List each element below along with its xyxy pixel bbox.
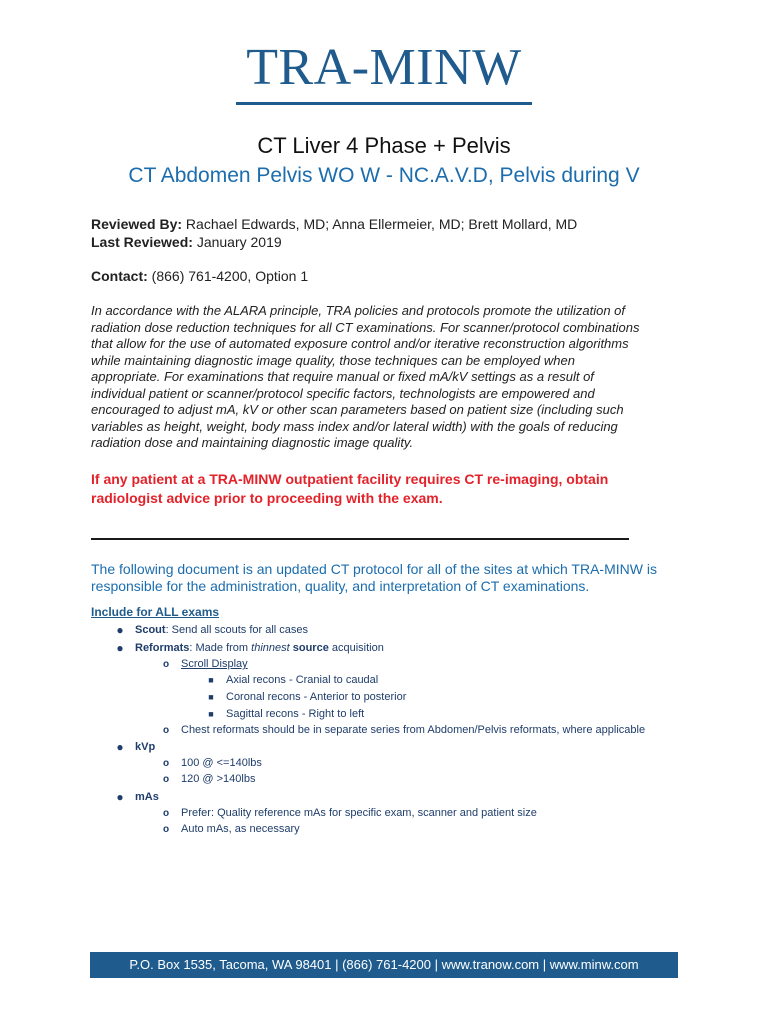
reformats-source: source <box>292 642 329 654</box>
reviewed-by-line <box>91 216 577 233</box>
document-title: CT Liver 4 Phase + Pelvis <box>257 133 511 158</box>
bullet-icon: ● <box>116 641 124 655</box>
last-reviewed-value: January 2019 <box>192 234 282 250</box>
list-item-scroll-display <box>162 658 248 671</box>
kvp-label: kVp <box>135 741 156 753</box>
circle-bullet-icon: o <box>162 725 170 736</box>
list-item-kvp-1 <box>162 757 262 770</box>
paragraph-line: while maintaining diagnostic image quality, those techniques can be employed when <box>91 352 575 368</box>
last-reviewed-label: Last Reviewed: <box>91 234 193 250</box>
footer-contact-bar: P.O. Box 1535, Tacoma, WA 98401 | (866) 761-4200 | www.tranow.com | www.minw.com <box>90 952 678 978</box>
paragraph-line: radiation dose and maintaining diagnostic image quality. <box>91 435 414 450</box>
square-bullet-icon: ■ <box>208 709 214 719</box>
list-item-scout <box>116 623 309 637</box>
circle-bullet-icon: o <box>162 659 170 670</box>
reformats-thinnest: thinnest <box>251 642 290 654</box>
paragraph-line: individual patient or scanner/protocol specific factors, technologists are empowered and <box>91 385 595 401</box>
kvp-2-text: 120 @ >140lbs <box>181 773 256 785</box>
bullet-icon: ● <box>116 623 124 637</box>
reviewed-by-label: Reviewed By: <box>91 216 183 232</box>
paragraph-line: variables as height, weight, body mass index and/or lateral width) with the goals of reducing <box>91 418 618 434</box>
bullet-icon: ● <box>116 740 124 754</box>
reviewed-by-value: Rachael Edwards, MD; Anna Ellermeier, MD; Brett Mollard, MD <box>182 216 578 232</box>
paragraph-line: that allow for the use of automated exposure control and/or iterative reconstruction algorithms <box>91 336 629 351</box>
reformats-label: Reformats <box>135 642 190 654</box>
paragraph-line: appropriate. For examinations that require manual or fixed mA/kV settings as a result of <box>91 369 594 384</box>
list-item-mas <box>116 790 159 804</box>
square-bullet-icon: ■ <box>208 692 214 702</box>
circle-bullet-icon: o <box>162 824 170 835</box>
circle-bullet-icon: o <box>162 758 170 769</box>
square-bullet-icon: ■ <box>208 675 214 685</box>
paragraph-line: encouraged to adjust mA, kV or other scan parameters based on patient size (including such <box>91 402 624 417</box>
tra-minw-logo: TRA-MINW <box>246 39 522 96</box>
logo-underline <box>236 102 532 105</box>
paragraph-line: radiation dose reduction techniques for all CT examinations. For scanner/protocol combinations <box>91 319 640 335</box>
contact-label: Contact: <box>91 268 148 284</box>
reformats-acquisition: acquisition <box>328 642 384 654</box>
list-item-mas-2 <box>162 823 300 836</box>
circle-bullet-icon: o <box>162 774 170 785</box>
statement-line: The following document is an updated CT protocol for all of the sites at which TRA-MINW is <box>91 561 657 577</box>
list-item-kvp <box>116 740 156 754</box>
paragraph-line: In accordance with the ALARA principle, TRA policies and protocols promote the utilization of <box>91 303 625 318</box>
coronal-text: Coronal recons - Anterior to posterior <box>226 691 407 703</box>
list-item-coronal <box>208 691 407 704</box>
scout-label: Scout <box>135 624 166 636</box>
list-item-chest <box>162 724 646 737</box>
list-item-sagittal <box>208 708 365 721</box>
include-all-exams-heading: Include for ALL exams <box>91 605 220 619</box>
scroll-display-label: Scroll Display <box>181 658 248 670</box>
mas-1-text: Prefer: Quality reference mAs for specific exam, scanner and patient size <box>181 807 537 819</box>
contact-value: (866) 761-4200, Option 1 <box>147 268 309 284</box>
sagittal-text: Sagittal recons - Right to left <box>226 708 365 720</box>
list-item-reformats <box>116 641 384 655</box>
document-subtitle: CT Abdomen Pelvis WO W - NC.A.V.D, Pelvis during V <box>128 164 640 187</box>
mas-label: mAs <box>135 791 159 803</box>
contact-line <box>91 268 308 285</box>
re-imaging-warning <box>91 470 681 508</box>
reformats-text: : Made from <box>189 642 252 654</box>
section-divider <box>91 538 629 540</box>
bullet-icon: ● <box>116 790 124 804</box>
statement-line: responsible for the administration, quality, and interpretation of CT examinations. <box>91 578 590 594</box>
kvp-1-text: 100 @ <=140lbs <box>181 757 262 769</box>
chest-text: Chest reformats should be in separate series from Abdomen/Pelvis reformats, where applicable <box>181 724 646 736</box>
scout-text: : Send all scouts for all cases <box>165 624 309 636</box>
list-item-axial <box>208 674 379 687</box>
updated-protocol-statement <box>91 561 691 595</box>
alara-paragraph <box>91 303 681 452</box>
warning-line: If any patient at a TRA-MINW outpatient facility requires CT re-imaging, obtain <box>91 471 609 487</box>
list-item-kvp-2 <box>162 773 256 786</box>
list-item-mas-1 <box>162 807 537 820</box>
axial-text: Axial recons - Cranial to caudal <box>226 674 379 686</box>
circle-bullet-icon: o <box>162 808 170 819</box>
last-reviewed-line <box>91 234 282 251</box>
warning-line: radiologist advice prior to proceeding with the exam. <box>91 490 443 506</box>
mas-2-text: Auto mAs, as necessary <box>181 823 300 835</box>
